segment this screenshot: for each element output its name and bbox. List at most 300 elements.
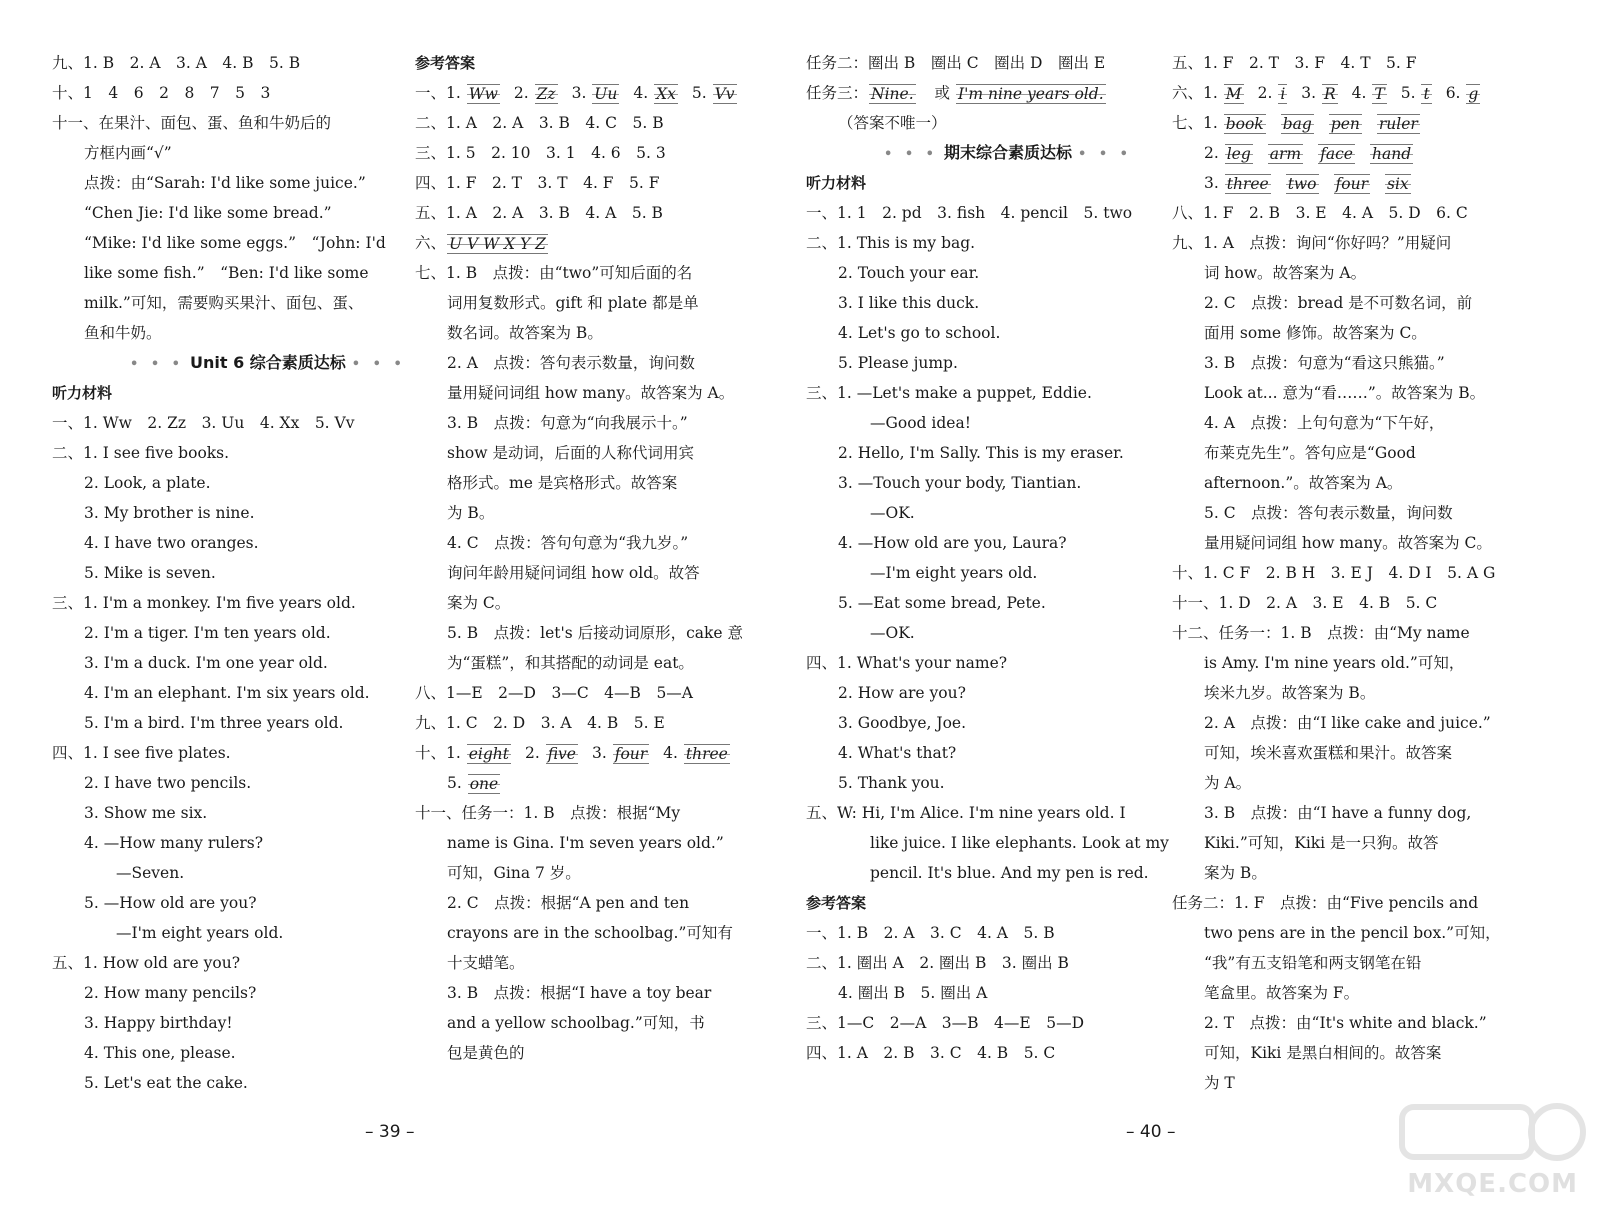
answer-line xyxy=(838,288,979,318)
line-text: is Amy. I'm nine years old.”可知， xyxy=(1204,654,1465,672)
line-text: 十二、任务一：1. B 点拨：由“My name xyxy=(1172,624,1470,642)
line-text: 可知，Kiki 是黑白相间的。故答案 xyxy=(1204,1044,1442,1062)
line-text: 九、1. C 2. D 3. A 4. B 5. E xyxy=(415,714,665,732)
line-text: 询问年龄用疑问词组 how old。故答 xyxy=(447,564,700,582)
line-text: 2. C 点拨：bread 是不可数名词，前 xyxy=(1204,294,1473,312)
handwriting-answer: Vv xyxy=(714,85,735,103)
handwriting-answer: book xyxy=(1225,115,1264,133)
line-text: 听力材料 xyxy=(806,174,867,192)
answer-line xyxy=(1204,918,1501,948)
answer-line xyxy=(1172,108,1424,138)
line-text: pencil. It's blue. And my pen is red. xyxy=(870,864,1149,882)
line-text: 量用疑问词组 how many。故答案为 A。 xyxy=(447,384,735,402)
page-number: – 39 – xyxy=(365,1122,415,1142)
answer-line xyxy=(1204,978,1359,1008)
handwriting-answer: Ww xyxy=(468,85,498,103)
line-text: 5. C 点拨：答句表示数量，询问数 xyxy=(1204,504,1453,522)
answer-line xyxy=(84,468,211,498)
answer-line xyxy=(415,798,680,828)
handwriting-answer: four xyxy=(614,745,648,763)
answer-line xyxy=(1204,828,1439,858)
line-text: —I'm eight years old. xyxy=(870,564,1038,582)
line-text: 量用疑问词组 how many。故答案为 C。 xyxy=(1204,534,1492,552)
answer-line xyxy=(1204,138,1417,168)
handwriting-answer: R xyxy=(1324,85,1336,103)
handwriting-answer: ruler xyxy=(1378,115,1418,133)
answer-line xyxy=(84,318,162,348)
line-text: 5. I'm a bird. I'm three years old. xyxy=(84,714,344,732)
line-text: 二、1. I see five books. xyxy=(52,444,230,462)
answer-line xyxy=(447,1008,705,1038)
answer-line xyxy=(1204,738,1452,768)
line-text: 为“蛋糕”，和其搭配的动词是 eat。 xyxy=(447,654,694,672)
answer-line xyxy=(415,738,734,768)
line-text: 三、1. —Let's make a puppet, Eddie. xyxy=(806,384,1092,402)
answer-line xyxy=(447,588,510,618)
answer-line xyxy=(806,948,1069,978)
line-text: 5. Let's eat the cake. xyxy=(84,1074,248,1092)
answer-line xyxy=(84,708,343,738)
line-text: 十、1. xyxy=(415,744,466,762)
answer-line xyxy=(447,288,699,318)
answer-line xyxy=(52,48,300,78)
answer-line xyxy=(84,678,370,708)
line-text: 3. My brother is nine. xyxy=(84,504,255,522)
line-text: 十支蜡笔。 xyxy=(447,954,525,972)
line-text: 六、 xyxy=(415,234,447,252)
answer-line xyxy=(447,948,525,978)
handwriting-answer: three xyxy=(1226,175,1269,193)
answer-line xyxy=(838,468,1081,498)
answer-line xyxy=(415,708,665,738)
answer-line xyxy=(415,258,692,288)
line-text: 3. Goodbye, Joe. xyxy=(838,714,967,732)
line-text: 布莱克先生”。答句应是“Good xyxy=(1204,444,1416,462)
line-text: 5. Mike is seven. xyxy=(84,564,216,582)
line-text: Look at... 意为“看……”。故答案为 B。 xyxy=(1204,384,1486,402)
line-text: 2. Hello, I'm Sally. This is my eraser. xyxy=(838,444,1124,462)
answer-line xyxy=(415,78,741,108)
line-text: 参考答案 xyxy=(415,54,476,72)
line-text: 一、1. 1 2. pd 3. fish 4. pencil 5. two xyxy=(806,204,1133,222)
answer-line xyxy=(1204,438,1416,468)
line-text: 4. What's that? xyxy=(838,744,957,762)
line-text: 4. Let's go to school. xyxy=(838,324,1001,342)
line-text: 九、1. B 2. A 3. A 4. B 5. B xyxy=(52,54,301,72)
answer-line xyxy=(1204,528,1492,558)
answer-line xyxy=(84,1038,236,1068)
answer-line xyxy=(415,198,663,228)
answer-number: 6. xyxy=(1445,84,1466,102)
answer-line xyxy=(447,348,695,378)
answer-line xyxy=(1172,888,1478,918)
handwriting-answer: one xyxy=(469,775,499,793)
answer-line xyxy=(1204,288,1472,318)
section-title xyxy=(130,348,406,378)
line-text: like some fish.” “Ben: I'd like some xyxy=(84,264,369,282)
line-text: 点拨：由“Sarah: I'd like some juice.” xyxy=(84,174,366,192)
line-text: —Seven. xyxy=(116,864,185,882)
answer-line xyxy=(1204,648,1464,678)
answer-line xyxy=(84,828,263,858)
line-text: 听力材料 xyxy=(52,384,113,402)
answer-line xyxy=(838,438,1124,468)
line-text: 七、1. B 点拨：由“two”可知后面的名 xyxy=(415,264,693,282)
line-text: 十一、1. D 2. A 3. E 4. B 5. C xyxy=(1172,594,1438,612)
page-40 xyxy=(800,0,1600,1213)
line-text: 3. Happy birthday! xyxy=(84,1014,233,1032)
handwriting-answer: g xyxy=(1468,85,1479,103)
answer-line xyxy=(84,798,207,828)
answer-line xyxy=(447,408,688,438)
handwriting-answer: eight xyxy=(468,745,509,763)
answer-line xyxy=(1204,1038,1441,1068)
answer-line xyxy=(1204,258,1366,288)
answer-line xyxy=(84,258,369,288)
answer-line xyxy=(84,978,256,1008)
line-text: 2. How many pencils? xyxy=(84,984,257,1002)
handwriting-answer: T xyxy=(1374,85,1385,103)
line-text: 2. I'm a tiger. I'm ten years old. xyxy=(84,624,331,642)
line-text: 3. B 点拨：根据“I have a toy bear xyxy=(447,984,712,1002)
answer-number: 2. xyxy=(1257,84,1278,102)
handwriting-answer: I'm nine years old. xyxy=(957,85,1104,103)
answer-line xyxy=(447,498,494,528)
answer-line xyxy=(1172,618,1470,648)
line-text: 二、1. A 2. A 3. B 4. C 5. B xyxy=(415,114,664,132)
line-text: 一、1. B 2. A 3. C 4. A 5. B xyxy=(806,924,1055,942)
handwriting-answer: bag xyxy=(1282,115,1312,133)
answer-line xyxy=(838,528,1067,558)
line-text: 参考答案 xyxy=(806,894,867,912)
answer-number: 4. xyxy=(633,84,654,102)
answer-line xyxy=(447,918,733,948)
watermark-logo xyxy=(1392,1097,1592,1207)
answer-line xyxy=(806,78,1110,108)
handwriting-answer: three xyxy=(685,745,728,763)
answer-line xyxy=(84,288,363,318)
answer-line xyxy=(447,318,603,348)
answer-line xyxy=(1204,498,1453,528)
line-text: 3. B 点拨：由“I have a funny dog, xyxy=(1204,804,1472,822)
line-text: milk.”可知，需要购买果汁、面包、蛋、 xyxy=(84,294,364,312)
line-text: —Good idea! xyxy=(870,414,971,432)
line-text: 任务二：圈出 B 圈出 C 圈出 D 圈出 E xyxy=(806,54,1106,72)
line-text: 为 B。 xyxy=(447,504,495,522)
line-text: 3. B 点拨：句意为“看这只熊猫。” xyxy=(1204,354,1445,372)
line-text: 五、1. How old are you? xyxy=(52,954,241,972)
answer-line xyxy=(1172,558,1495,588)
section-title xyxy=(884,138,1132,168)
answer-line xyxy=(84,168,366,198)
handwriting-answer: four xyxy=(1335,175,1368,193)
line-text: 4. —How old are you, Laura? xyxy=(838,534,1067,552)
handwriting-answer: t xyxy=(1423,85,1430,103)
answer-line xyxy=(84,228,386,258)
answer-line xyxy=(84,648,328,678)
line-text: 包是黄色的 xyxy=(447,1044,525,1062)
answer-line xyxy=(806,918,1055,948)
answer-line xyxy=(52,948,240,978)
answer-line xyxy=(870,618,915,648)
line-text: 2. Touch your ear. xyxy=(838,264,980,282)
line-text: 3. I like this duck. xyxy=(838,294,980,312)
section-heading xyxy=(415,48,475,78)
answer-line xyxy=(1204,348,1445,378)
answer-line xyxy=(838,738,956,768)
line-text: 三、1. 5 2. 10 3. 1 4. 6 5. 3 xyxy=(415,144,666,162)
answer-number: 5. xyxy=(1400,84,1421,102)
answer-line xyxy=(52,408,355,438)
answer-line xyxy=(1204,1008,1487,1038)
line-text: 一、1. xyxy=(415,84,466,102)
line-text: 5. —Eat some bread, Pete. xyxy=(838,594,1046,612)
answer-line xyxy=(1204,318,1427,348)
line-text: crayons are in the schoolbag.”可知有 xyxy=(447,924,733,942)
answer-line xyxy=(1204,468,1402,498)
handwriting-answer: six xyxy=(1386,175,1409,193)
handwriting-answer: hand xyxy=(1371,145,1412,163)
answer-line xyxy=(1204,168,1415,198)
answer-line xyxy=(447,978,711,1008)
line-text: 3. —Touch your body, Tiantian. xyxy=(838,474,1082,492)
line-text: 4. This one, please. xyxy=(84,1044,236,1062)
answer-line xyxy=(1172,228,1451,258)
line-text: 3. I'm a duck. I'm one year old. xyxy=(84,654,328,672)
answer-line xyxy=(447,648,694,678)
answer-line xyxy=(838,978,987,1008)
answer-line xyxy=(84,618,331,648)
page-number: – 40 – xyxy=(1126,1122,1176,1142)
line-text: 九、1. A 点拨：询问“你好吗？”用疑问 xyxy=(1172,234,1452,252)
line-text: 4. 圈出 B 5. 圈出 A xyxy=(838,984,988,1002)
answer-number: 4. xyxy=(1351,84,1372,102)
handwriting-answer: Uu xyxy=(594,85,618,103)
line-text: 2. I have two pencils. xyxy=(84,774,252,792)
answer-line xyxy=(1204,768,1251,798)
line-text: （答案不唯一） xyxy=(838,114,947,132)
section-heading xyxy=(806,168,866,198)
line-text: 一、1. Ww 2. Zz 3. Uu 4. Xx 5. Vv xyxy=(52,414,355,432)
answer-line xyxy=(1204,408,1444,438)
handwriting-answer: pen xyxy=(1330,115,1360,133)
answer-line xyxy=(1204,858,1267,888)
line-text: 2. C 点拨：根据“A pen and ten xyxy=(447,894,690,912)
line-text: 四、1. I see five plates. xyxy=(52,744,231,762)
handwriting-answer: leg xyxy=(1226,145,1251,163)
answer-line xyxy=(870,408,971,438)
line-text: 数名词。故答案为 B。 xyxy=(447,324,603,342)
answer-line xyxy=(116,918,283,948)
line-text: 4. A 点拨：上句句意为“下午好， xyxy=(1204,414,1445,432)
line-text: 可知，埃米喜欢蛋糕和果汁。故答案 xyxy=(1204,744,1453,762)
line-text: 六、1. xyxy=(1172,84,1223,102)
answer-line xyxy=(84,138,172,168)
line-text: 十、1. C F 2. B H 3. E J 4. D I 5. A G xyxy=(1172,564,1496,582)
answer-line xyxy=(116,858,184,888)
line-text: 2. T 点拨：由“It's white and black.” xyxy=(1204,1014,1487,1032)
line-text: 三、1. I'm a monkey. I'm five years old. xyxy=(52,594,356,612)
answer-line xyxy=(1204,378,1485,408)
answer-line xyxy=(52,738,231,768)
answer-line xyxy=(838,588,1046,618)
answer-line xyxy=(52,108,331,138)
answer-line xyxy=(447,828,724,858)
answer-number: 或 xyxy=(929,84,955,102)
answer-line xyxy=(84,768,251,798)
line-text: 二、1. This is my bag. xyxy=(806,234,976,252)
answer-line xyxy=(415,228,552,258)
line-text: 五、1. A 2. A 3. B 4. A 5. B xyxy=(415,204,663,222)
answer-line xyxy=(52,78,270,108)
answer-line xyxy=(1204,948,1421,978)
answer-line xyxy=(447,618,743,648)
handwriting-answer: Nine. xyxy=(871,85,914,103)
answer-line xyxy=(415,138,666,168)
answer-number: 2. xyxy=(524,744,545,762)
line-text: 八、1. F 2. B 3. E 4. A 5. D 6. C xyxy=(1172,204,1468,222)
line-text: 5. B 点拨：let's 后接动词原形，cake 意 xyxy=(447,624,744,642)
answer-line xyxy=(806,228,975,258)
line-text: “Mike: I'd like some eggs.” “John: I'd xyxy=(84,234,386,252)
answer-line xyxy=(1172,198,1468,228)
answer-line xyxy=(84,198,332,228)
line-text: 十、1 4 6 2 8 7 5 3 xyxy=(52,84,271,102)
line-text: two pens are in the pencil box.”可知， xyxy=(1204,924,1501,942)
answer-line xyxy=(838,318,1000,348)
line-text: 2. A 点拨：答句表示数量，询问数 xyxy=(447,354,695,372)
line-text: 四、1. What's your name? xyxy=(806,654,1008,672)
line-text: 词用复数形式。gift 和 plate 都是单 xyxy=(447,294,699,312)
line-text: 可知，Gina 7 岁。 xyxy=(447,864,581,882)
answer-line xyxy=(84,888,257,918)
answer-line xyxy=(806,198,1132,228)
answer-line xyxy=(870,828,1169,858)
answer-line xyxy=(447,858,581,888)
decorative-dots: • • • xyxy=(130,357,184,372)
answer-line xyxy=(84,1008,233,1038)
answer-line xyxy=(806,648,1007,678)
line-text: —I'm eight years old. xyxy=(116,924,284,942)
answer-line xyxy=(1204,678,1375,708)
line-text: 案为 C。 xyxy=(447,594,511,612)
line-text: 2. A 点拨：由“I like cake and juice.” xyxy=(1204,714,1491,732)
answer-number: 2. xyxy=(513,84,534,102)
answer-line xyxy=(1172,78,1484,108)
answer-line xyxy=(1204,798,1471,828)
line-text: —OK. xyxy=(870,624,915,642)
answer-line xyxy=(84,558,216,588)
decorative-dots: • • • xyxy=(884,147,938,162)
line-text: 四、1. A 2. B 3. C 4. B 5. C xyxy=(806,1044,1056,1062)
line-text: 3. B 点拨：句意为“向我展示十。” xyxy=(447,414,688,432)
answer-line xyxy=(52,438,229,468)
answer-number: 3. xyxy=(591,744,612,762)
answer-line xyxy=(52,588,356,618)
answer-line xyxy=(1204,708,1491,738)
handwriting-answer: arm xyxy=(1269,145,1302,163)
answer-line xyxy=(838,708,966,738)
handwriting-answer: i xyxy=(1280,85,1286,103)
line-text: afternoon.”。故答案为 A。 xyxy=(1204,474,1403,492)
answer-line xyxy=(84,1068,248,1098)
line-text: name is Gina. I'm seven years old.” xyxy=(447,834,724,852)
answer-line xyxy=(838,678,966,708)
line-text: 四、1. F 2. T 3. T 4. F 5. F xyxy=(415,174,660,192)
answer-line xyxy=(84,498,255,528)
line-text: 为 T xyxy=(1204,1074,1235,1092)
answer-line xyxy=(447,528,688,558)
line-text: 十一、任务一：1. B 点拨：根据“My xyxy=(415,804,681,822)
answer-line xyxy=(1204,1068,1235,1098)
line-text: 方框内画“√” xyxy=(84,144,172,162)
handwriting-answer: five xyxy=(547,745,576,763)
answer-line xyxy=(806,1008,1084,1038)
section-heading xyxy=(52,378,112,408)
answer-number: 5. xyxy=(691,84,712,102)
answer-line xyxy=(870,858,1149,888)
line-text: 词 how。故答案为 A。 xyxy=(1204,264,1367,282)
line-text: 笔盒里。故答案为 F。 xyxy=(1204,984,1360,1002)
line-text: 任务三： xyxy=(806,84,869,102)
line-text: 2. xyxy=(1204,144,1224,162)
answer-line xyxy=(447,768,504,798)
decorative-dots: • • • xyxy=(1078,147,1132,162)
line-text: 3. xyxy=(1204,174,1224,192)
answer-line xyxy=(1172,48,1417,78)
handwriting-answer: U V W X Y Z xyxy=(449,235,546,253)
watermark-text: MXQE.COM xyxy=(1407,1169,1578,1199)
line-text: 5. —How old are you? xyxy=(84,894,257,912)
answer-line xyxy=(806,798,1126,828)
line-text: 五、1. F 2. T 3. F 4. T 5. F xyxy=(1172,54,1417,72)
line-text: 埃米九岁。故答案为 B。 xyxy=(1204,684,1376,702)
answer-line xyxy=(806,378,1092,408)
line-text: 为 A。 xyxy=(1204,774,1252,792)
section-heading xyxy=(806,888,866,918)
line-text: “Chen Jie: I'd like some bread.” xyxy=(84,204,332,222)
answer-line xyxy=(806,1038,1055,1068)
answer-line xyxy=(415,108,664,138)
line-text: “我”有五支铅笔和两支钢笔在铅 xyxy=(1204,954,1422,972)
answer-line xyxy=(447,468,677,498)
answer-line xyxy=(838,108,947,138)
answer-line xyxy=(447,888,689,918)
section-title-text: 期末综合素质达标 xyxy=(943,143,1072,162)
line-text: 案为 B。 xyxy=(1204,864,1267,882)
answer-line xyxy=(447,438,694,468)
line-text: 五、W: Hi, I'm Alice. I'm nine years old. I xyxy=(806,804,1126,822)
line-text: —OK. xyxy=(870,504,915,522)
line-text: 任务二：1. F 点拨：由“Five pencils and xyxy=(1172,894,1479,912)
line-text: show 是动词，后面的人称代词用宾 xyxy=(447,444,694,462)
line-text: 面用 some 修饰。故答案为 C。 xyxy=(1204,324,1427,342)
answer-line xyxy=(447,558,700,588)
answer-line xyxy=(838,258,979,288)
answer-line xyxy=(806,48,1105,78)
answer-line xyxy=(84,528,259,558)
line-text: and a yellow schoolbag.”可知，书 xyxy=(447,1014,705,1032)
line-text: 2. Look, a plate. xyxy=(84,474,211,492)
answer-line xyxy=(870,498,915,528)
answer-line xyxy=(415,678,693,708)
line-text: 七、1. xyxy=(1172,114,1223,132)
answer-line xyxy=(870,558,1037,588)
line-text: like juice. I like elephants. Look at my xyxy=(870,834,1169,852)
handwriting-answer: face xyxy=(1320,145,1353,163)
answer-line xyxy=(1172,588,1437,618)
line-text: 4. —How many rulers? xyxy=(84,834,264,852)
